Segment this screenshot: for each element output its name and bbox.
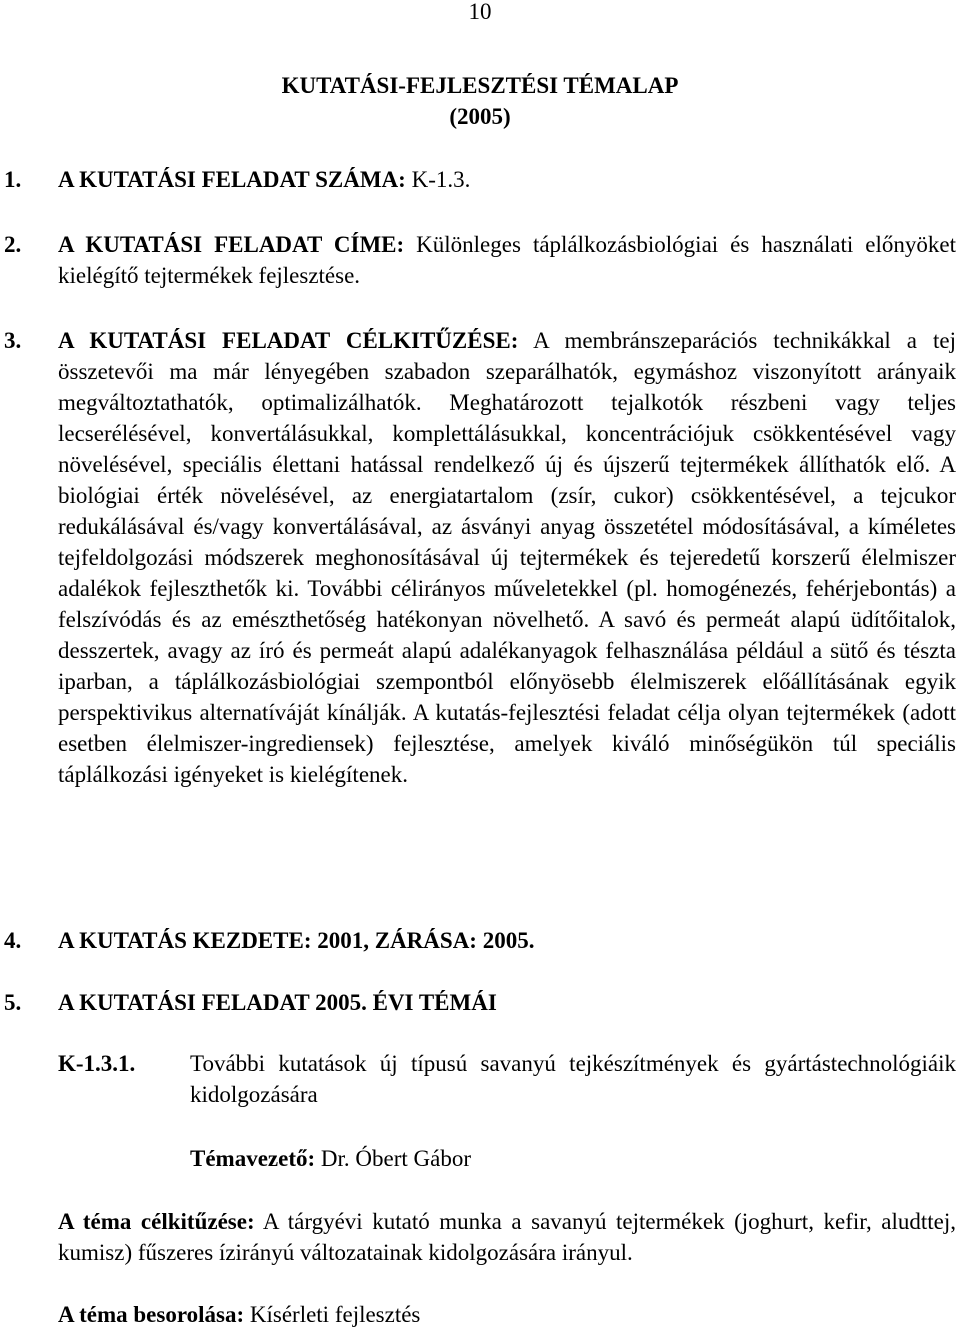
section-1-label: A KUTATÁSI FELADAT SZÁMA: [58,167,406,192]
section-1-value: K-1.3. [411,167,471,192]
section-1-number: 1. [4,167,22,192]
section-4 [4,925,956,956]
section-3-value: A membránszeparációs technikákkal a tej összetevői ma már lényegében szabadon szeparálhatók, egymáshoz viszonyított arányaik megváltoztathatók, optimalizálhatók. Meghatározott tejalkotók részbeni vagy teljes lecserélésével, konvertálásukkal, komplettálásukkal, koncentrációjuk csökkentésével vagy növelésével, speciális élettani hatással rendelkező új és újszerű tejtermékek állíthatók elő. A biológiai érték növelésével, az energiatartalom (zsír, cukor) csökkentésével, a tejcukor redukálásával és/vagy konvertálásával, az ásványi anyag összetétel módosításával, a kíméletes tejfeldolgozási módszerek meghonosításával új tejtermékek és tejeredetű korszerű élelmiszer adalékok fejleszthetők ki. További célirányos műveletekkel (pl. homogénezés, fehérjebontás) a felszívódás és az emészthetőség hatékonyan növelhető. A savó és permeát alapú üdítőitalok, desszertek, avagy az író és permeát alapú adalékanyagok felhasználása például a sütő és tészta iparban, a táplálkozásbiológiai szempontból előnyösebb élelmiszerek előállításának egyik perspektivikus alternatíváját kínálják. A kutatás-fejlesztési feladat célja olyan tejtermékek (adott esetben élelmiszer-ingrediensek) fejlesztése, amelyek kiváló minőségükön túl speciális táplálkozási igényeket is kielégítenek. [58,328,956,787]
topic-goal-text: A tárgyévi kutató munka a savanyú tejtermékek (joghurt, kefir, aludttej, kumisz) fűszeres ízirányú változatainak kidolgozására irányul. [58,1209,956,1265]
section-2-value: Különleges táplálkozásbiológiai és használati előnyöket kielégítő tejtermékek fejlesztése. [58,232,957,288]
section-3-number: 3. [4,328,22,353]
section-5-label: A KUTATÁSI FELADAT 2005. ÉVI TÉMÁI [58,990,497,1015]
topic-code: K-1.3.1. [58,1051,136,1076]
section-1 [4,164,956,195]
topic-goal-label: A téma célkitűzése: [58,1209,255,1234]
section-2-number: 2. [4,232,22,257]
section-3-label: A KUTATÁSI FELADAT CÉLKITŰZÉSE: [58,328,519,353]
page-number: 10 [468,0,492,24]
topic-goal [58,1206,956,1268]
section-2 [4,229,957,291]
topic-title: További kutatások új típusú savanyú tejkészítmények és gyártástechnológiáik kidolgozására [190,1051,956,1107]
topic-leader [190,1143,471,1174]
section-5 [4,987,956,1018]
document-year: (2005) [449,104,511,129]
topic-leader-name: Dr. Óbert Gábor [320,1146,472,1171]
section-4-label: A KUTATÁS KEZDETE: 2001, ZÁRÁSA: 2005. [58,928,535,953]
section-4-number: 4. [4,928,22,953]
topic-classification-text: Kísérleti fejlesztés [249,1302,421,1327]
document-title: KUTATÁSI-FEJLESZTÉSI TÉMALAP [281,73,679,98]
topic-classification-label: A téma besorolása: [58,1302,245,1327]
section-3 [4,325,956,790]
topic-classification [58,1299,420,1330]
topic-leader-label: Témavezető: [190,1146,316,1171]
section-5-number: 5. [4,990,22,1015]
section-2-label: A KUTATÁSI FELADAT CÍME: [58,232,405,257]
